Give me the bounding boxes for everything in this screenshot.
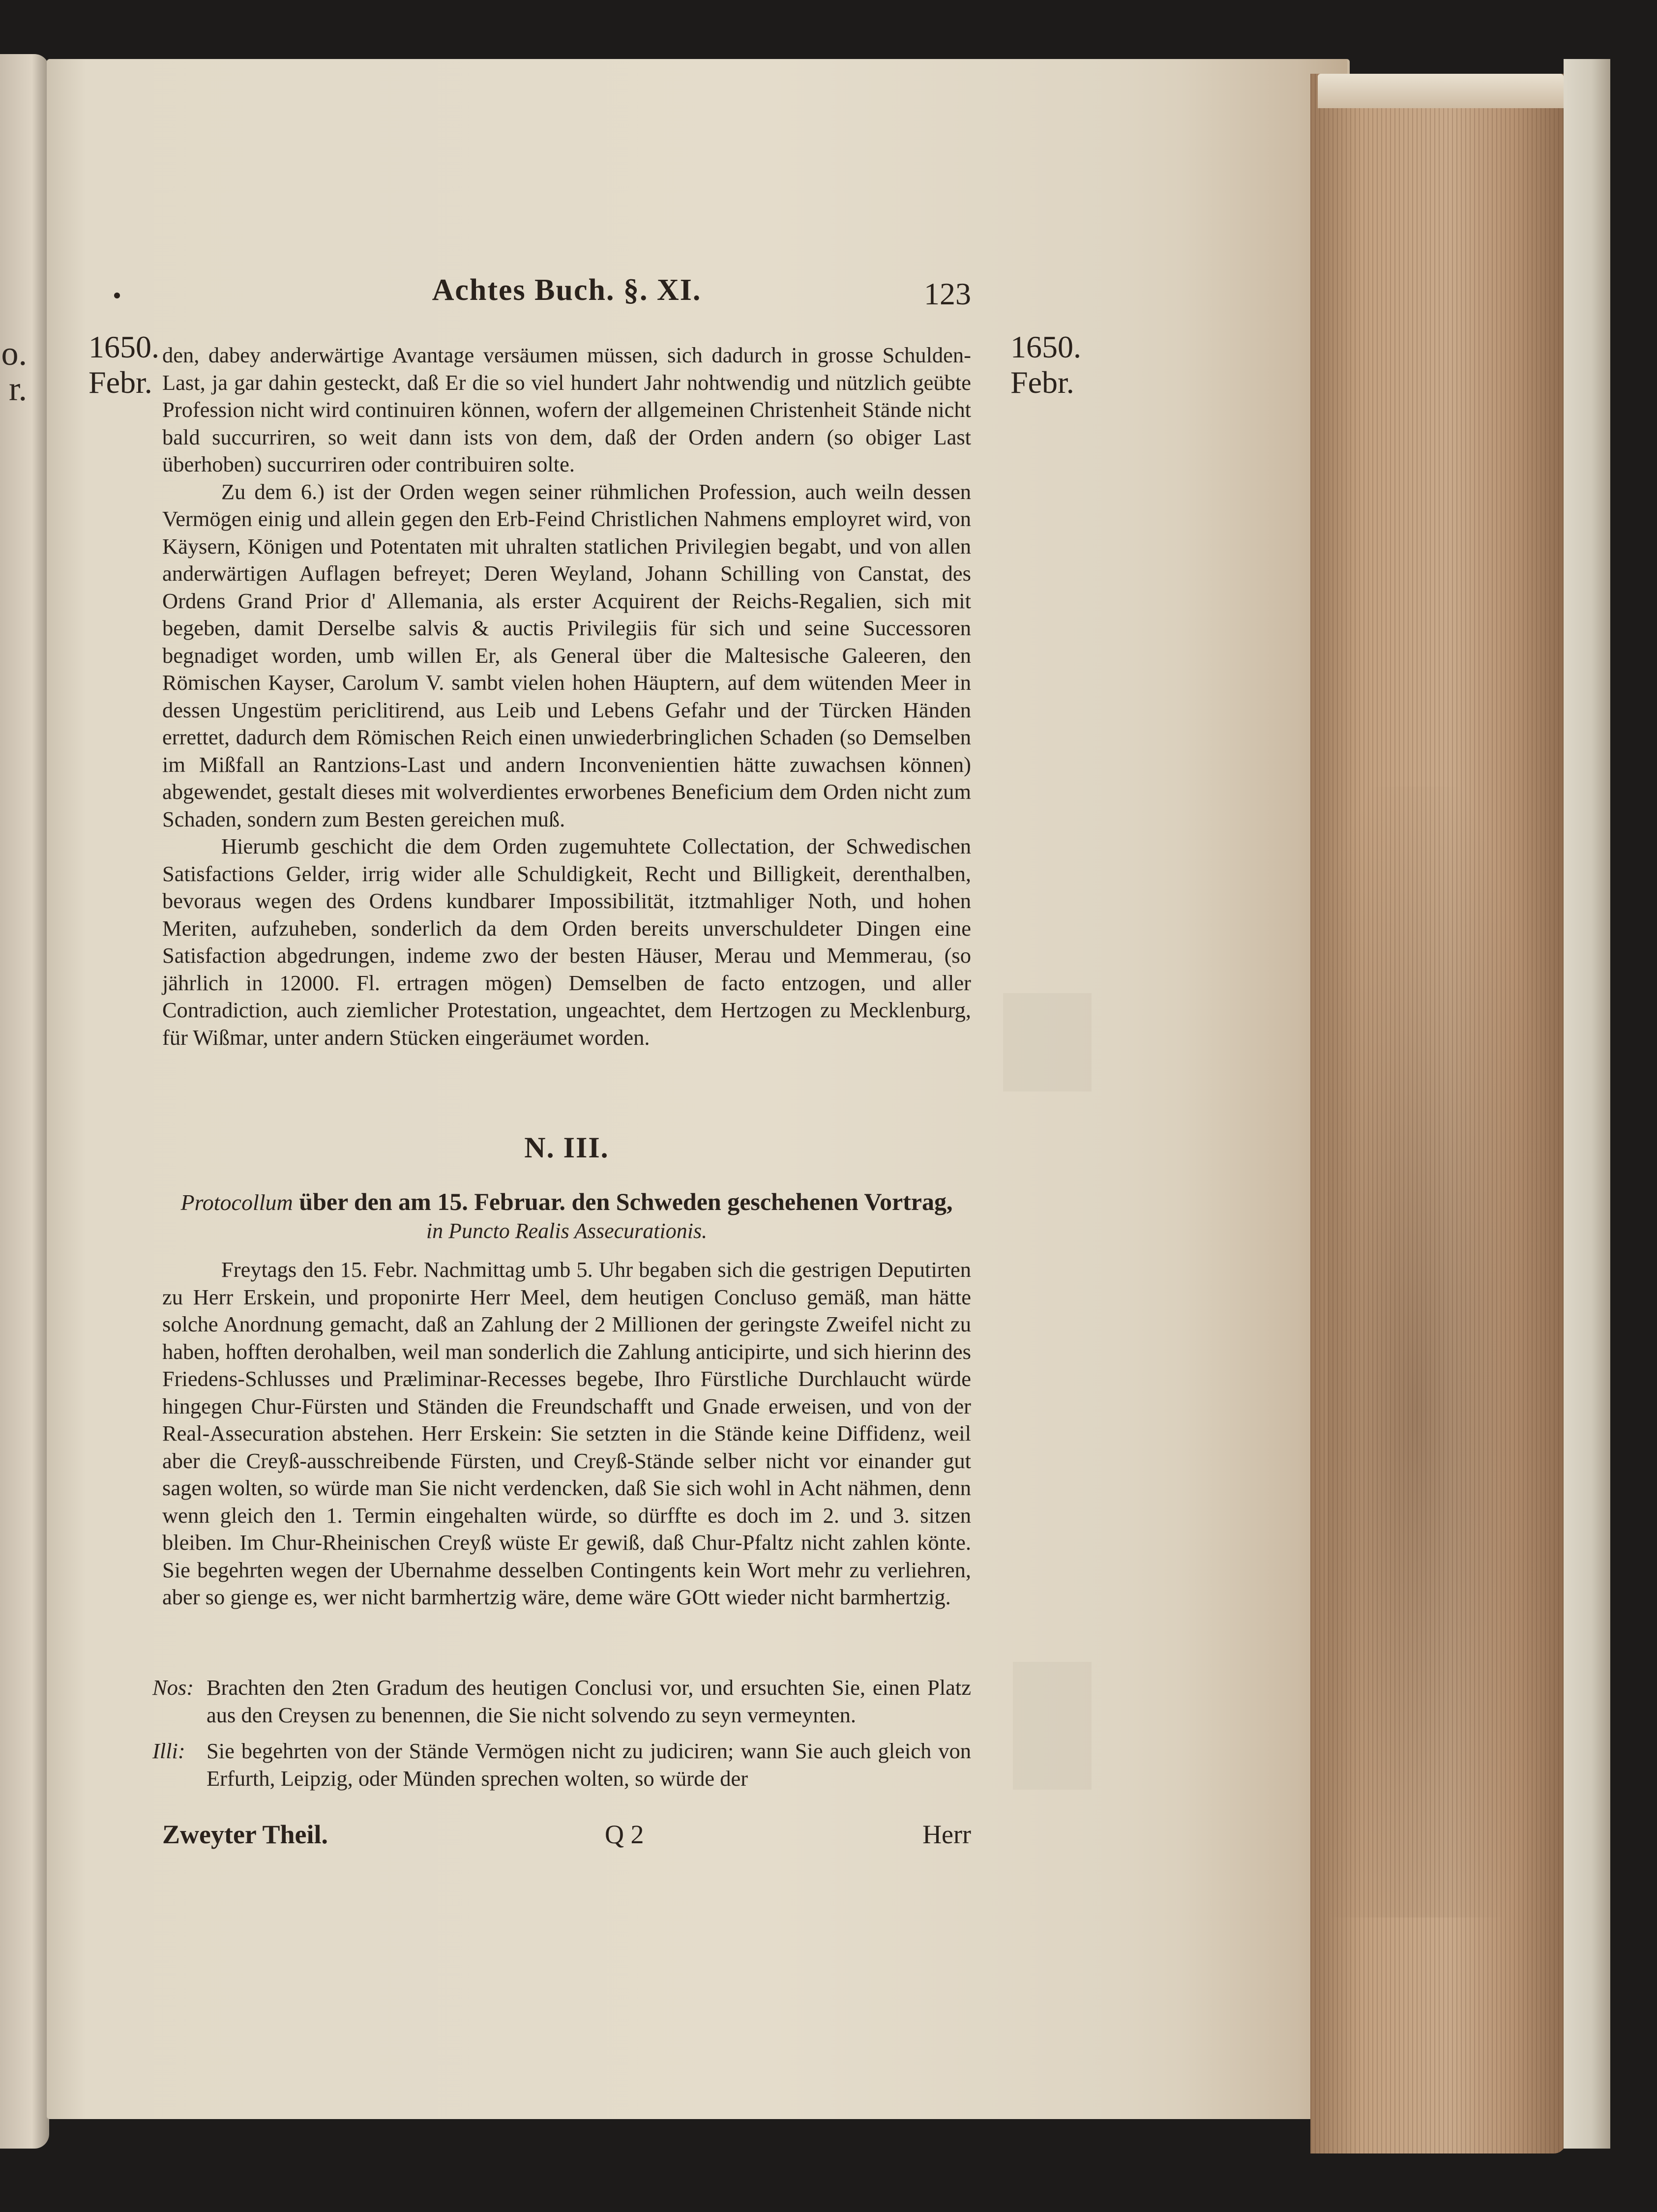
section-number: N. III.	[524, 1131, 609, 1164]
page-footer	[162, 1819, 971, 1854]
page-number: 123	[924, 276, 971, 311]
speaker-label: Illi:	[152, 1739, 185, 1763]
show-through-mark	[1013, 1662, 1092, 1790]
fore-edge-top	[1318, 74, 1564, 108]
body-paragraph: Hierumb geschicht die dem Orden zugemuhtete Collectation, der Schwedischen Satisfactions Gelder, irrig wider alle Schuldigkeit, Recht und Billigkeit, derenthalben, bevoraus wegen des Ordens kundbarer Impossibilität, itztmahliger Noth, und hohen Meriten, aufzuheben, sonderlich da dem Orden bereits unverschuldeter Dingen eine Satisfaction abgedrungen, indeme zwo der besten Häuser, Merau und Memmerau, (so jährlich in 12000. Fl. ertragen mögen) Demselben de facto entzogen, und aller Contradiction, auch ziemlicher Protestation, ungeachtet, dem Hertzogen zu Mecklenburg, für Wißmar, unter andern Stücken eingeräumet worden.	[162, 834, 971, 1050]
subtitle-main: über den am 15. Februar. den Schweden geschehenen Vortrag,	[299, 1188, 953, 1215]
catchword: Herr	[922, 1820, 971, 1849]
subtitle-lead: Protocollum	[180, 1190, 293, 1215]
running-head: Achtes Buch. §. XI.	[432, 273, 702, 307]
dialog-row	[152, 1674, 971, 1729]
cover-board-edge	[1564, 59, 1610, 2149]
speaker-label: Nos:	[152, 1675, 194, 1700]
body-paragraph: den, dabey anderwärtige Avantage versäumen müssen, sich dadurch in grosse Schulden-Last, ja gar dahin gesteckt, daß Er die so viel hundert Jahr nohtwendig und nützlich geübte Profession nicht wird continuiren können, wofern der allgemeinen Christenheit Stände nicht bald succurriren, so weit dann ists von dem, daß der Orden andern (so obiger Last überhoben) succurriren oder contribuiren solte.	[162, 343, 971, 476]
body-text	[162, 342, 971, 1051]
ink-dot-mark	[114, 293, 120, 298]
left-page-margin-year: o.	[1, 335, 27, 373]
signature-mark: Q 2	[605, 1820, 644, 1849]
speaker-text: Brachten den 2ten Gradum des heutigen Conclusi vor, und ersuchten Sie, einen Platz aus den Creysen zu benennen, die Sie nicht solvendo zu seyn vermeynten.	[207, 1675, 971, 1727]
margin-year-left: 1650.	[89, 329, 159, 364]
margin-month-right: Febr.	[1010, 365, 1074, 400]
page-header	[162, 273, 971, 317]
dialog-row	[152, 1738, 971, 1792]
body-paragraph: Zu dem 6.) ist der Orden wegen seiner rühmlichen Profession, auch weiln dessen Vermögen einig und allein gegen den Erb-Feind Christlichen Nahmens employret wird, von Käysern, Königen und Potentaten mit uhralten statlichen Privilegien begabt, und von allen anderwärtigen Auflagen befreyet; Deren Weyland, Johann Schilling von Canstat, des Ordens Grand Prior d' Allemania, als erster Acquirent der Reichs-Regalien, sich mit begeben, damit Derselbe salvis & auctis Privilegiis für sich und seine Successoren begnadiget worden, umb willen Er, als General über die Maltesische Galeeren, den Römischen Kayser, Carolum V. sambt vielen hohen Häuptern, auf dem wütenden Meer in dessen Ungestüm periclitirend, aus Leib und Lebens Gefahr und der Türcken Händen errettet, dadurch dem Römischen Reich einen unwiederbringlichen Schaden (so Demselben im Mißfall an Rantzions-Last und andern Inconvenientien hätte zuwachsen können) abgewendet, gestalt dieses mit wolverdientes erworbenes Beneficium dem Orden nicht zum Schaden, sondern zum Besten gereichen muß.	[162, 479, 971, 831]
speaker-text: Sie begehrten von der Stände Vermögen nicht zu judiciren; wann Sie auch gleich von Erfurth, Leipzig, oder Münden sprechen wolten, so würde der	[207, 1739, 971, 1791]
fore-edge-stain	[1328, 787, 1549, 1917]
dialog-block	[152, 1674, 971, 1792]
section-paragraph: Freytags den 15. Febr. Nachmittag umb 5. Uhr begaben sich die gestrigen Deputirten zu Herr Erskein, und proponirte Herr Meel, dem heutigen Concluso gemäß, man hätte solche Anordnung gemacht, daß an Zahlung der 2 Millionen der geringste Zweifel nicht zu haben, hofften derohalben, weil man sonderlich die Zahlung anticipirte, und sich hierinn des Friedens-Schlusses und Præliminar-Recesses begebe, Ihro Fürstliche Durchlaucht würde hingegen Chur-Fürsten und Ständen die Freundschafft und Gnade erweisen, und von der Real-Assecuration abstehen. Herr Erskein: Sie setzten in die Stände keine Diffidenz, weil aber die Creyß-ausschreibende Fürsten, und Creyß-Stände selber nicht vor einander gut sagen wolten, so würde man Sie nicht verdencken, daß Sie sich wohl in Acht nähmen, denn wenn gleich den 1. Termin eingehalten würde, so dürffte es doch im 2. und 3. sitzen bleiben. Im Chur-Rheinischen Creyß wüste Er gewiß, daß Chur-Pfaltz nicht zahlen könte. Sie begehrten wegen der Ubernahme desselben Contingents kein Wort mehr zu verliehren, aber so gienge es, wer nicht barmhertzig wäre, deme wäre GOtt wieder nicht barmhertzig.	[162, 1257, 971, 1609]
show-through-mark	[1003, 993, 1092, 1091]
section-subtitle	[162, 1187, 971, 1245]
subtitle-sub: in Puncto Realis Assecurationis.	[426, 1219, 708, 1243]
left-neighbor-page	[0, 54, 49, 2149]
margin-year-right: 1650.	[1010, 329, 1081, 364]
margin-date-right	[1010, 329, 1081, 400]
volume-part: Zweyter Theil.	[162, 1820, 328, 1849]
margin-month-left: Febr.	[89, 365, 152, 400]
left-page-margin-month: r.	[9, 370, 27, 408]
margin-date-left	[89, 329, 159, 400]
